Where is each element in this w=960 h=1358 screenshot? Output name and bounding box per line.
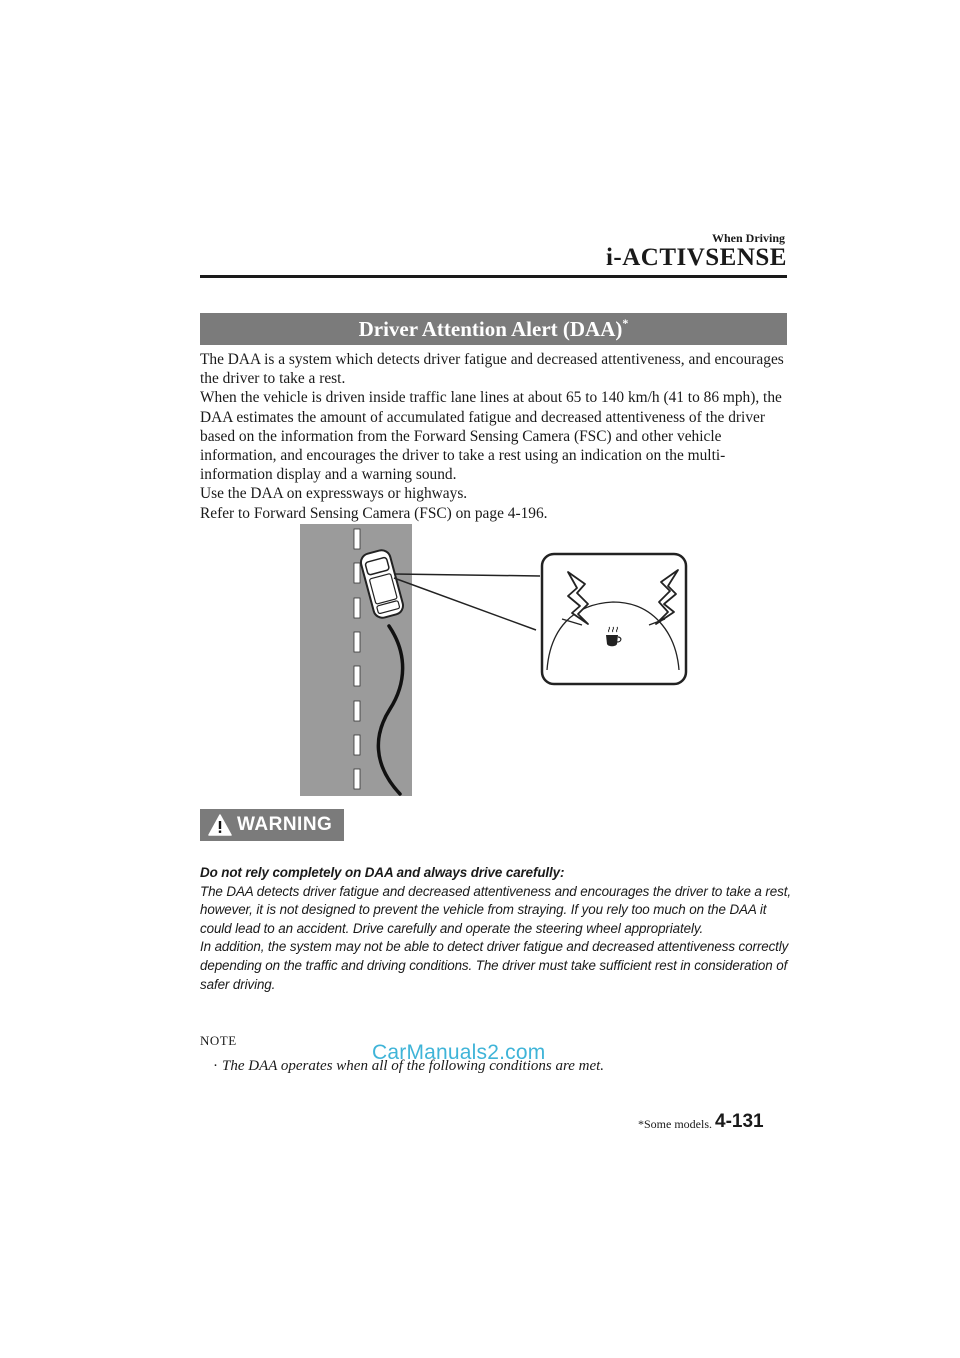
callout-lines [394,574,540,630]
watermark: CarManuals2.com [372,1041,546,1064]
note-heading: NOTE [200,1033,237,1048]
warning-heading: Do not rely completely on DAA and always drive carefully: [200,865,565,880]
some-models-marker: * [622,316,629,330]
intro-paragraph: Refer to Forward Sensing Camera (FSC) on page 4-196. [200,504,548,522]
page-title-text: Driver Attention Alert (DAA) [358,317,623,341]
header-rule [200,275,787,278]
footnote: *Some models. [638,1117,712,1131]
intro-paragraph: When the vehicle is driven inside traffic lane lines at about 65 to 140 km/h (41 to 86 mph), the DAA estimates the amount of accumulated fatigue and decreased attentiveness of the driver based on the information from the Forward Sensing Camera (FSC) and other vehicle information, and encourages the driver to take a rest using an indication on the multi-information display and a warning sound. [200,389,782,484]
warning-badge [200,809,344,841]
page-number: 4-131 [715,1111,764,1132]
note-item-text: The DAA operates when all of the following conditions are met. [222,1058,605,1074]
section-title: i-ACTIVSENSE [605,244,787,271]
intro-paragraph: Use the DAA on expressways or highways. [200,485,468,503]
warning-text [200,864,792,994]
warning-paragraph: The DAA detects driver fatigue and decreased attentiveness and encourages the driver to take a rest, however, it is not designed to prevent the vehicle from straying. If you rely too much on the DAA it could lead to an accident. Drive carefully and operate the steering wheel appropriately. [200,883,791,936]
bullet-icon: · [213,1058,218,1074]
intro-text [200,350,790,523]
warning-triangle-icon [208,814,232,836]
warning-paragraph: In addition, the system may not be able to detect driver fatigue and decreased attentiveness correctly depending on the traffic and driving conditions. The driver must take sufficient rest in consideration of safer driving. [200,939,789,992]
intro-paragraph: The DAA is a system which detects driver fatigue and decreased attentiveness, and encourages the driver to take a rest. [200,351,784,388]
page-title [200,313,787,345]
daa-illustration [300,524,690,796]
chapter-label: When Driving [711,231,785,245]
warning-label: WARNING [237,814,333,835]
